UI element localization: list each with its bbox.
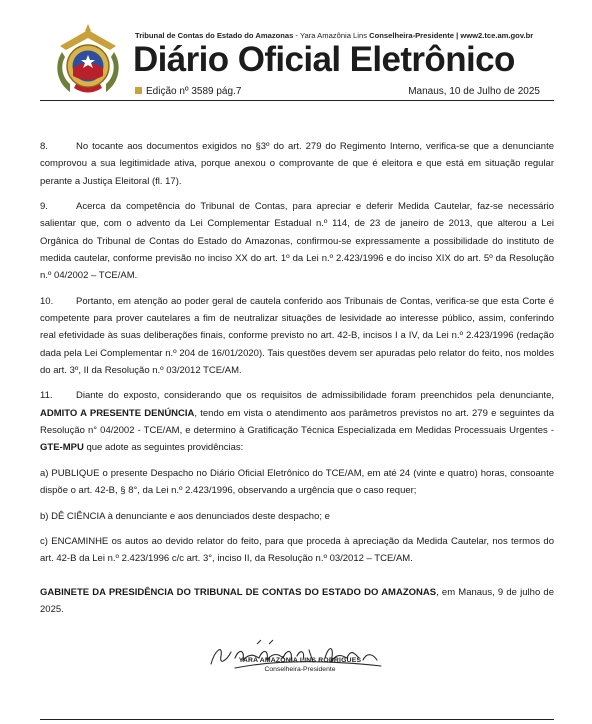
- edition-label: Edição nº 3589 pág.7: [146, 86, 242, 97]
- paragraph-text: Portanto, em atenção ao poder geral de cautela conferido aos Tribunais de Contas, verifica-se que esta Corte é competente para prover cautelares a fim de neutralizar situações de lesividade ao interesse público, assim, conferindo real efetividade às suas deliberações finais, conforme previsto no art. 42-B, incisos I a IV, da Lei n.º 2.423/1996 (redação dada pela Lei Complementar n.º 204 de 16/01/2020). Tais questões devem ser apuradas pelo relator do feito, nos moldes do art. 3º, II da Resolução n.º 03/2012 TCE/AM.: [40, 295, 554, 376]
- paragraph-text: Diante do exposto, considerando que os requisitos de admissibilidade foram preenchidos pela denunciante,: [76, 390, 554, 402]
- footer-divider: [40, 719, 554, 720]
- signatory-role: Conselheira-Presidente: [264, 666, 336, 673]
- list-item: a) PUBLIQUE o presente Despacho no Diário Oficial Eletrônico do TCE/AM, em até 24 (vinte e quatro) horas, consoante dispõe o art. 42-B, § 8°, da Lei n.º 2.423/1996, observando a urgência que o caso requer;: [40, 467, 554, 497]
- state-coat-of-arms-icon: [50, 22, 126, 100]
- edition-marker-icon: [135, 87, 142, 94]
- header-divider: [40, 100, 554, 101]
- paragraph-text: No tocante aos documentos exigidos no §3º do art. 279 do Regimento Interno, verifica-se que a denunciante comprovou a sua legitimidade ativa, porque anexou o comprovante de que é eleitora e que está em situação regular perante a Justiça Eleitoral (fl. 17).: [40, 141, 554, 187]
- header-topline: [135, 31, 533, 40]
- signatory-name: YARA AMAZÔNIA LINS RODRIGUES: [238, 657, 362, 664]
- paragraph-number: 8.: [40, 141, 48, 152]
- admission-statement: ADMITO A PRESENTE DENÚNCIA: [40, 407, 195, 419]
- unit-acronym: GTE-MPU: [40, 442, 84, 454]
- paragraph-10: [40, 293, 554, 379]
- paragraph-text: , tendo em vista o atendimento aos parâmetros previstos no art. 279 e seguintes da Resolução n° 04/2002 - TCE/AM, e determino à Gratificação Técnica Especializada em Medidas Processuais Urgentes -: [40, 407, 554, 437]
- website-link[interactable]: | www2.tce.am.gov.br: [456, 31, 534, 40]
- publication-date: Manaus, 10 de Julho de 2025: [408, 86, 540, 97]
- paragraph-text: que adote as seguintes providências:: [86, 442, 244, 454]
- gabinete-name: GABINETE DA PRESIDÊNCIA DO TRIBUNAL DE CONTAS DO ESTADO DO AMAZONAS: [40, 586, 437, 598]
- paragraph-9: [40, 198, 554, 284]
- publication-title: Diário Oficial Eletrônico: [133, 40, 515, 79]
- paragraph-number: 10.: [40, 295, 54, 307]
- paragraph-8: [40, 138, 554, 190]
- institution-name: Tribunal de Contas do Estado do Amazonas: [135, 31, 294, 40]
- paragraph-text: Acerca da competência do Tribunal de Contas, para apreciar e deferir Medida Cautelar, faz-se necessário salientar que, com o advento da Lei Complementar Estadual n.º 114, de 23 de janeiro de 2013, que alterou a Lei Orgânica do Tribunal de Contas do Estado do Amazonas, confirmou-se expressamente a possibilidade do instituto de medida cautelar, conforme previsão no inciso XX do art. 1º da Lei n.º 2.423/1996 e do inciso XIX do art. 5º da Resolução n.º 04/2002 – TCE/AM.: [40, 201, 554, 282]
- closing-place-date: , em Manaus, 9 de julho de 2025.: [40, 586, 554, 615]
- document-body: [40, 138, 554, 626]
- paragraph-number: 9.: [40, 201, 48, 213]
- closing-line: [40, 584, 554, 619]
- paragraph-11: [40, 387, 554, 456]
- page-header: [0, 0, 592, 110]
- paragraph-number: 11.: [40, 390, 53, 402]
- list-item: b) DÊ CIÊNCIA à denunciante e aos denunciados deste despacho; e: [40, 510, 330, 522]
- president-name: Yara Amazônia Lins: [300, 31, 367, 40]
- president-role: Conselheira-Presidente: [369, 31, 454, 40]
- header-separator: -: [295, 31, 299, 40]
- list-item: c) ENCAMINHE os autos ao devido relator do feito, para que proceda à apreciação da Medida Cautelar, nos termos do art. 42-B da Lei n.º 2.423/1996 c/c art. 3°, inciso II, da Resolução n.º 03/2012 – TCE/AM.: [40, 536, 554, 565]
- edition-info: [135, 86, 241, 97]
